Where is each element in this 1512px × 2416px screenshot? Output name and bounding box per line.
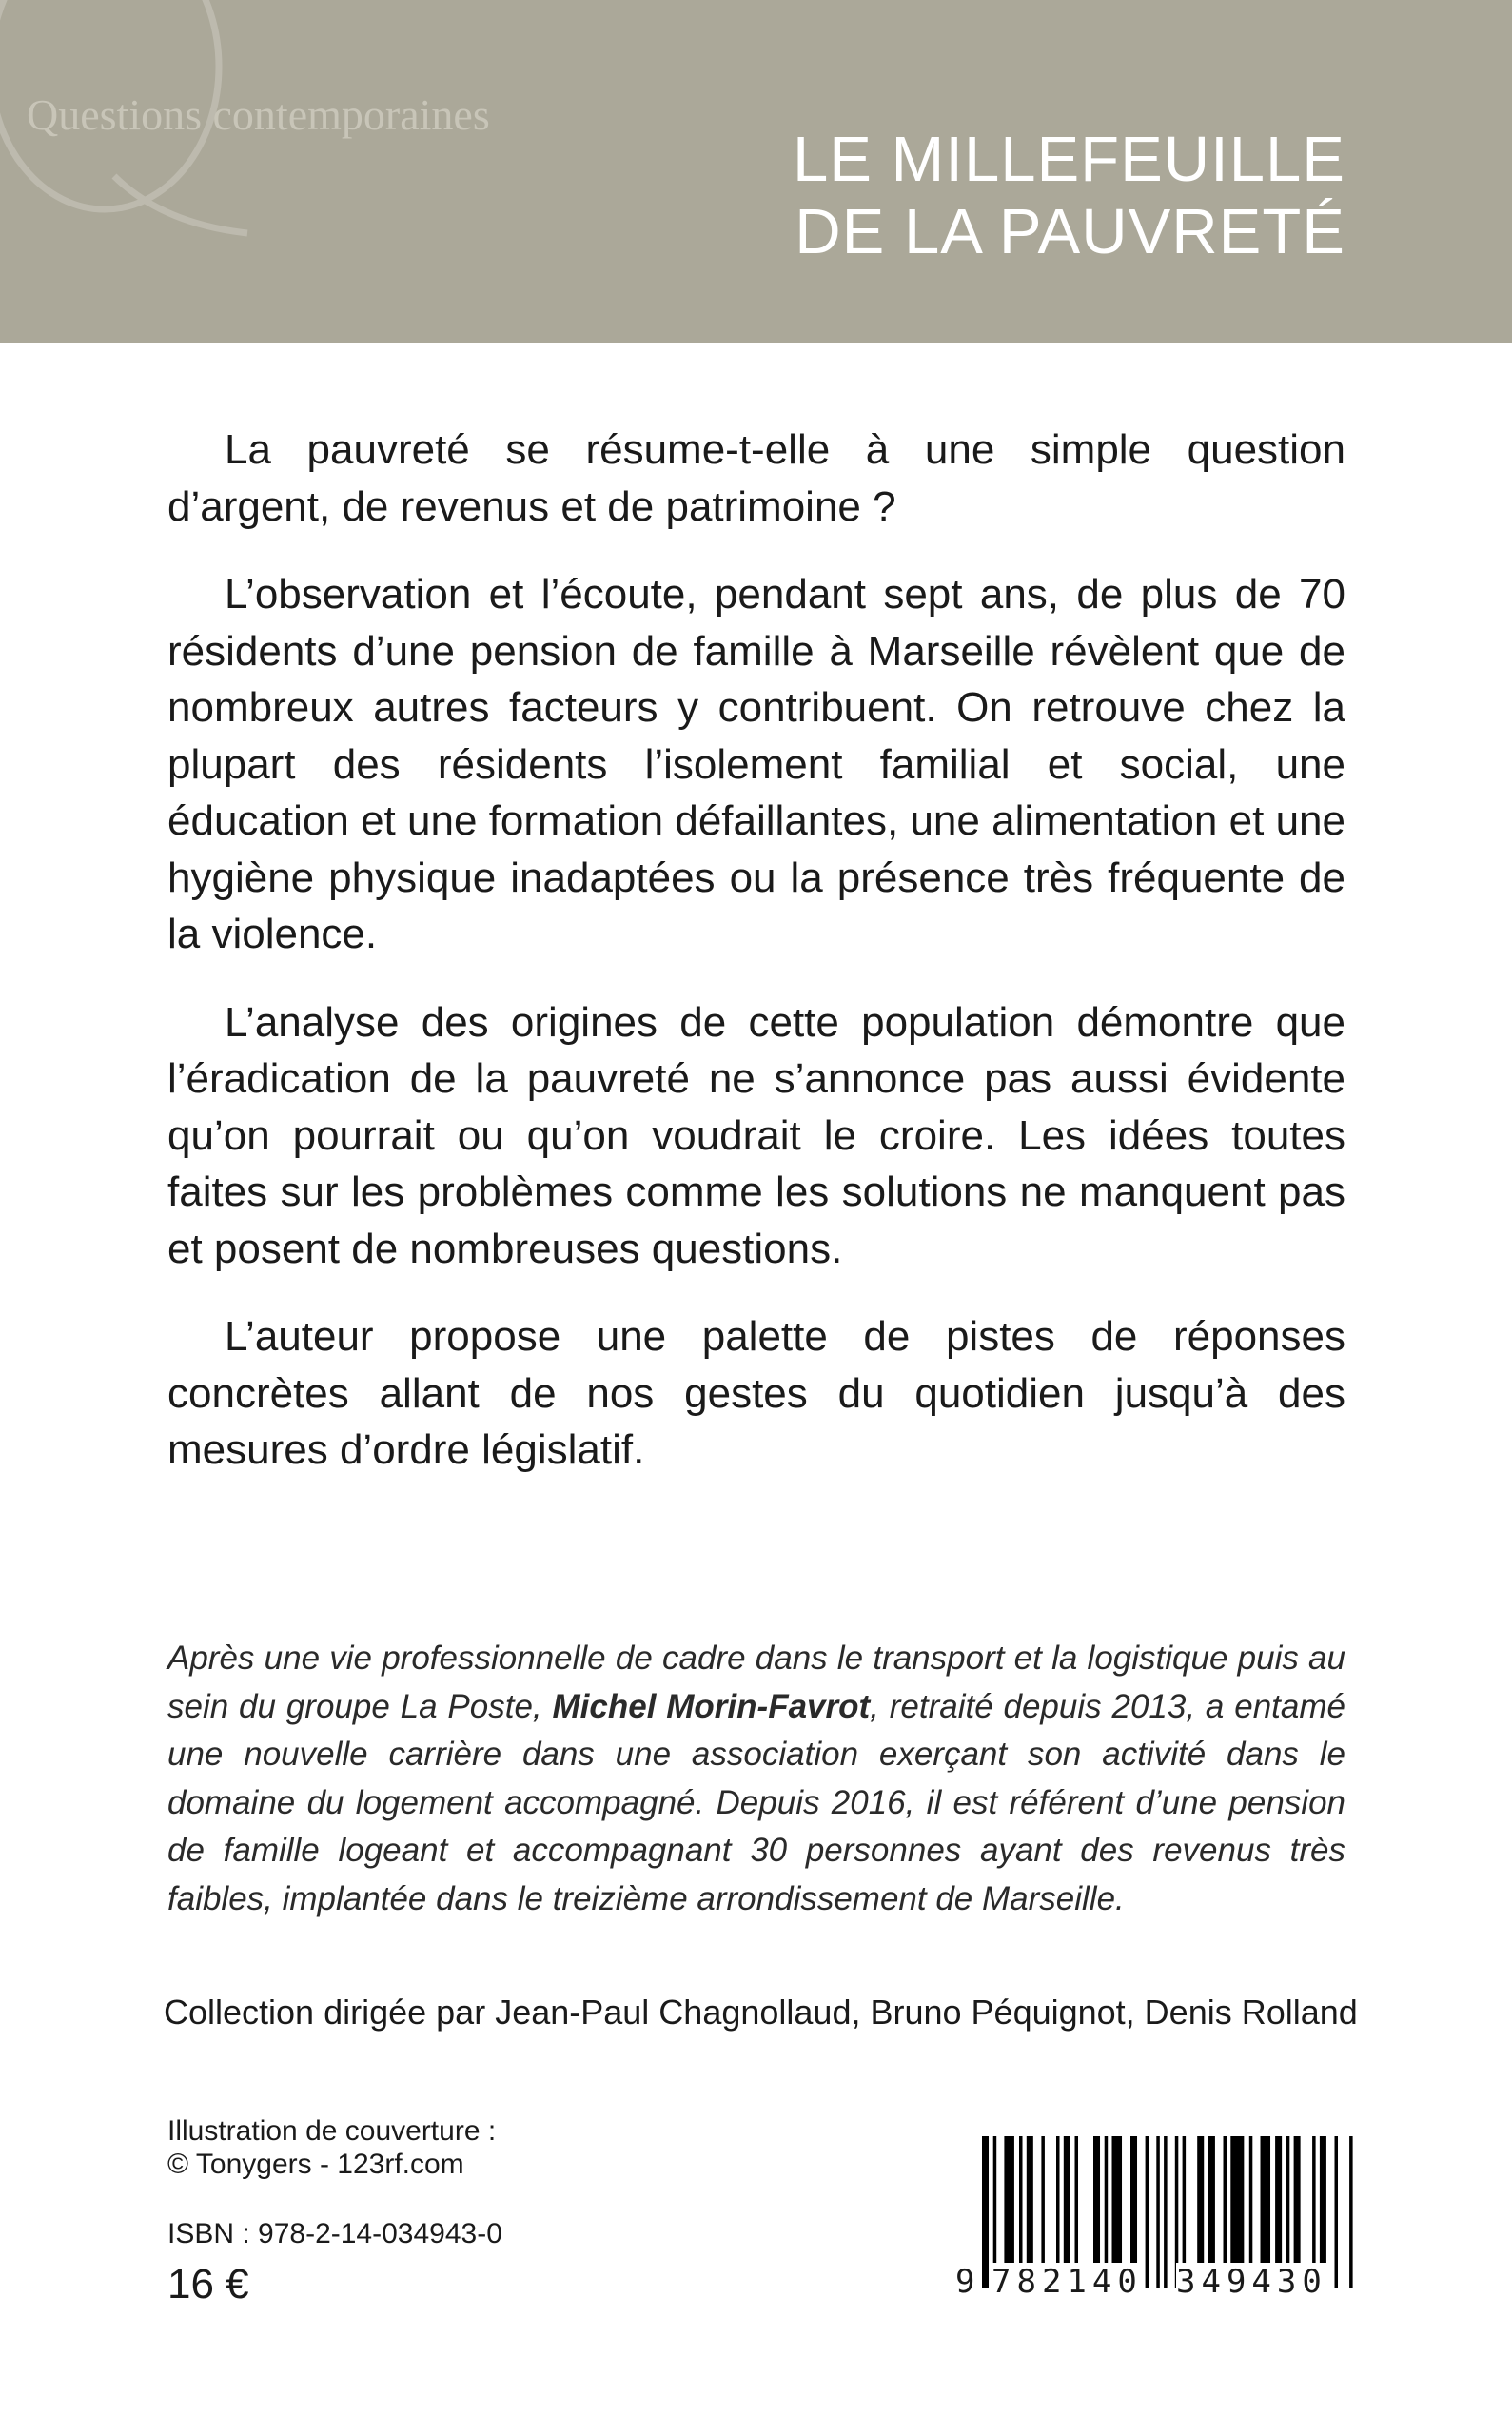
credit-source: © Tonygers - 123rf.com xyxy=(167,2149,464,2180)
collection-directors: Collection dirigée par Jean-Paul Chagnollaud, Bruno Péquignot, Denis Rolland xyxy=(164,1993,1358,2032)
book-title-line-2: DE LA PAUVRETÉ xyxy=(795,196,1345,267)
barcode-left-group: 782140 xyxy=(992,2263,1143,2301)
isbn: ISBN : 978-2-14-034943-0 xyxy=(167,2218,502,2249)
book-title xyxy=(679,124,1345,268)
author-bio-rest: , retraité depuis 2013, a entamé une nouvelle carrière dans une association exerçant son activité dans le domaine du logement accompagné. Depuis 2016, il est référent d’une pension de famille logeant et accompagnant 30 personnes ayant des revenus très faibles, implantée dans le treizième arrondissement de Marseille. xyxy=(167,1687,1345,1917)
barcode-first-digit: 9 xyxy=(955,2263,975,2301)
credit-label: Illustration de couverture : xyxy=(167,2115,497,2147)
author-bio-intro: Après une vie professionnelle de cadre dans le transport et la logistique puis au sein du groupe La Poste, xyxy=(167,1640,1345,1725)
barcode-right-group: 349430 xyxy=(1176,2263,1327,2301)
illustration-credit xyxy=(167,2114,496,2181)
barcode-digits xyxy=(955,2263,1359,2305)
book-title-line-1: LE MILLEFEUILLE xyxy=(792,124,1345,195)
summary-paragraph: L’analyse des origines de cette population démontre que l’éradication de la pauvreté ne s’annonce pas aussi évidente qu’on pourrait ou qu’on voudrait le croire. Les idées toutes faites sur les problèmes comme les solutions ne manquent pas et posent de nombreuses questions. xyxy=(167,998,1345,1272)
summary-paragraph: L’observation et l’écoute, pendant sept ans, de plus de 70 résidents d’une pension de famille à Marseille révèlent que de nombreux autres facteurs y contribuent. On retrouve chez la plupart des résidents l’isolement familial et social, une éducation et une formation défaillantes, une alimentation et une hygiène physique inadaptées ou la présence très fréquente de la violence. xyxy=(167,571,1345,957)
price: 16 € xyxy=(167,2261,249,2308)
summary-paragraph: La pauvreté se résume-t-elle à une simple question d’argent, de revenus et de patrimoine ? xyxy=(167,426,1345,530)
series-name: Questions contemporaines xyxy=(27,90,490,139)
summary-paragraph: L’auteur propose une palette de pistes de réponses concrètes allant de nos gestes du quotidien jusqu’à des mesures d’ordre législatif. xyxy=(167,1313,1345,1473)
summary-text xyxy=(167,422,1345,1510)
header-band xyxy=(0,0,1512,343)
author-name: Michel Morin-Favrot xyxy=(552,1687,871,1725)
author-bio xyxy=(167,1635,1345,1923)
